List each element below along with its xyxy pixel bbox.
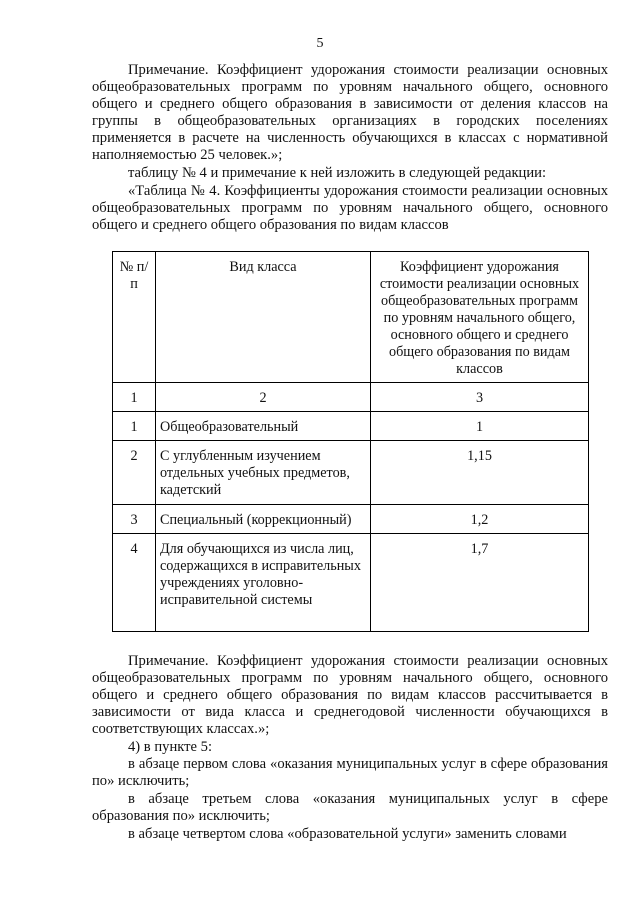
header-class-type: Вид класса bbox=[156, 252, 371, 383]
row-class-type: Для обучающихся из числа лиц, содержащихся в исправительных учреждениях уголовно-исправительной системы bbox=[156, 534, 371, 632]
row-coefficient: 1 bbox=[371, 412, 589, 441]
note-paragraph: Примечание. Коэффициент удорожания стоимости реализации основных общеобразовательных программ по уровням начального общего, основного общего и среднего общего образования по видам классов рассчитывается в зависимости от вида класса и среднегодовой численности обучающихся в соответствующих классах.»; bbox=[92, 653, 608, 737]
row-number: 2 bbox=[113, 441, 156, 505]
table-header-row bbox=[113, 252, 589, 383]
amendment-paragraph: в абзаце первом слова «оказания муниципальных услуг в сфере образования по» исключить; bbox=[92, 756, 608, 789]
row-class-type: Специальный (коррекционный) bbox=[156, 505, 371, 534]
row-number: 4 bbox=[113, 534, 156, 632]
header-coefficient: Коэффициент удорожания стоимости реализации основных общеобразовательных программ по уровням начального общего, основного общего и среднего общего образования по видам классов bbox=[371, 252, 589, 383]
amendment-paragraph: в абзаце четвертом слова «образовательной услуги» заменить словами bbox=[128, 826, 567, 842]
column-number: 2 bbox=[156, 383, 371, 412]
row-coefficient: 1,7 bbox=[371, 534, 589, 632]
note-paragraph: Примечание. Коэффициент удорожания стоимости реализации основных общеобразовательных программ по уровням начального общего, основного общего и среднего общего образования в зависимости от деления классов на группы в общеобразовательных организациях в городских поселениях применяется в расчете на численность обучающихся в классах с нормативной наполняемостью 25 человек.»; bbox=[92, 62, 608, 163]
row-coefficient: 1,2 bbox=[371, 505, 589, 534]
table-row bbox=[113, 412, 589, 441]
header-number: № п/п bbox=[113, 252, 156, 383]
column-number: 1 bbox=[113, 383, 156, 412]
amendment-paragraph: в абзаце третьем слова «оказания муниципальных услуг в сфере образования по» исключить; bbox=[92, 791, 608, 824]
row-coefficient: 1,15 bbox=[371, 441, 589, 505]
table-row bbox=[113, 441, 589, 505]
column-numbers-row bbox=[113, 383, 589, 412]
table-row bbox=[113, 534, 589, 632]
coefficients-table bbox=[112, 251, 589, 632]
instruction-paragraph: таблицу № 4 и примечание к ней изложить в следующей редакции: bbox=[128, 165, 547, 181]
table-title: «Таблица № 4. Коэффициенты удорожания стоимости реализации основных общеобразовательных программ по уровням начального общего, основного общего и среднего общего образования по видам классов bbox=[92, 183, 608, 233]
row-class-type: Общеобразовательный bbox=[156, 412, 371, 441]
row-number: 1 bbox=[113, 412, 156, 441]
column-number: 3 bbox=[371, 383, 589, 412]
item-paragraph: 4) в пункте 5: bbox=[128, 739, 213, 755]
page-number: 5 bbox=[316, 36, 324, 51]
row-class-type: С углубленным изучением отдельных учебных предметов, кадетский bbox=[156, 441, 371, 505]
table-row bbox=[113, 505, 589, 534]
row-number: 3 bbox=[113, 505, 156, 534]
